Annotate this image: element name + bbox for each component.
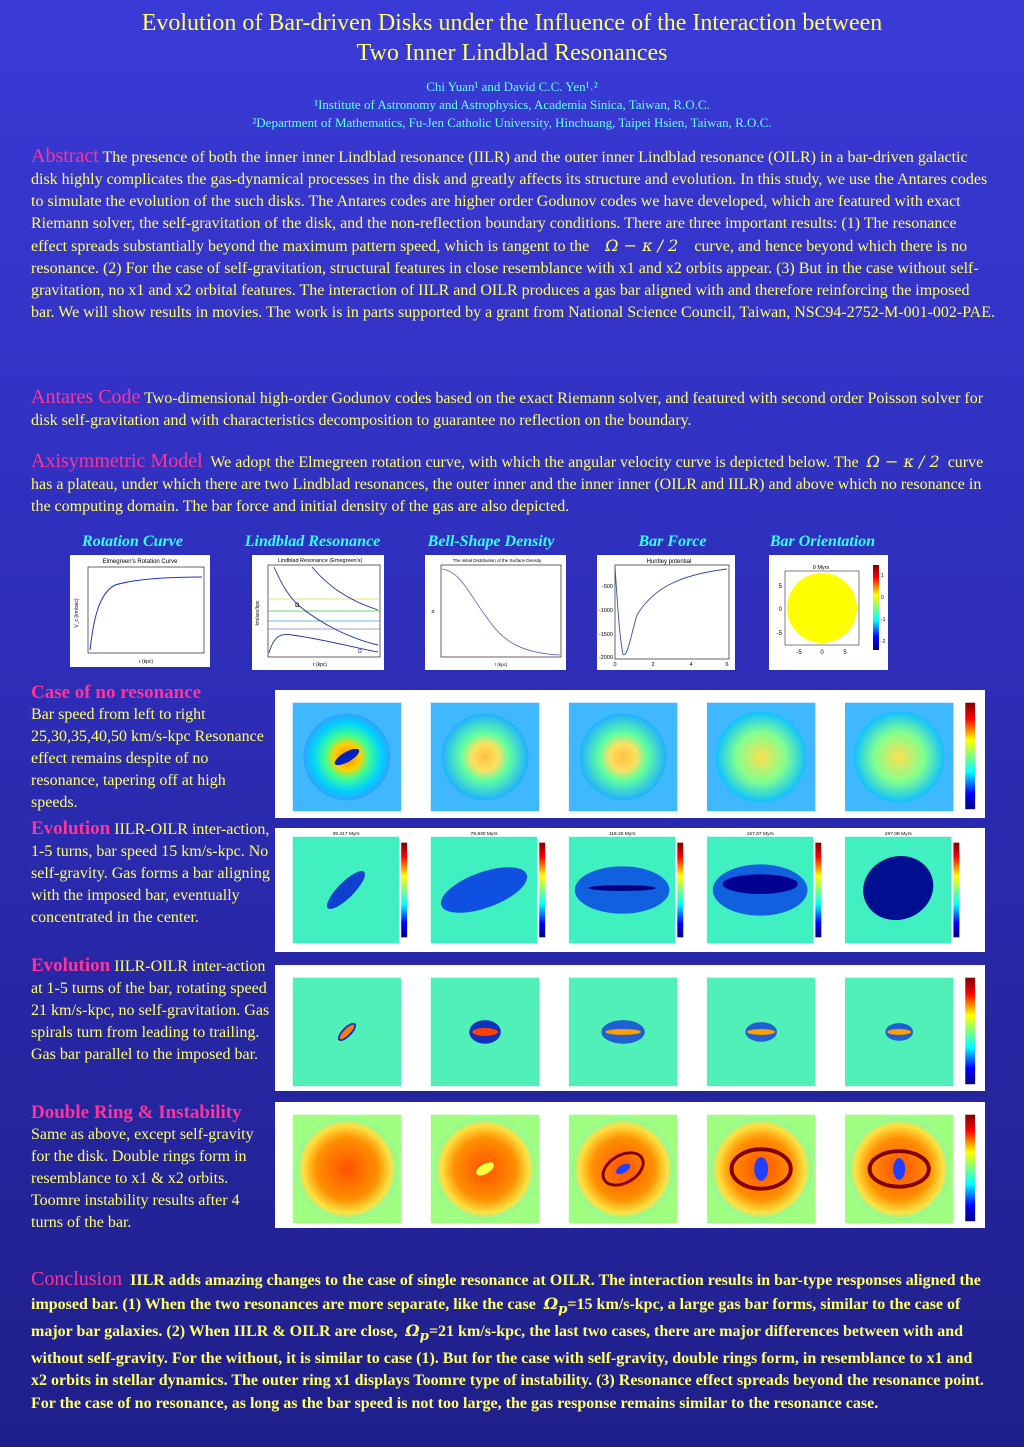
abstract-text-a: The presence of both the inner inner Lindblad resonance (IILR) and the outer inner Lindblad resonance (OILR) in a bar-driven galactic disk highly complicates the gas-dynamical processes in the disk and greatly affects its structure and evolution. In this study, we use the Antares codes to simulate the evolution of the such disks. The Antares codes are higher order Godunov codes we have developed, which are featured with exact Riemann solver, the self-gravitation of the disk, and the non-reflection boundary conditions. There are three important results: (1) The resonance effect spreads substantially beyond the maximum pattern speed, which is tangent to the [31,149,988,255]
conclusion-section [31,1268,991,1415]
conclusion-text-1: IILR adds amazing changes to the case of single resonance at OILR. The interaction results in bar-type responses aligned the imposed bar. (1) When the two resonances are more separate, like the case [31,1272,981,1313]
bar-orientation-ytick: -5 [776,631,782,637]
antares-text: Two-dimensional high-order Godunov codes based on the exact Riemann solver, and featured with second order Poisson solver for disk self-gravitation and with characteristics decomposition to guarantee no reflection on the boundary. [31,390,984,429]
rotation-curve-plot [70,555,210,667]
bar-orientation-xtick: 5 [843,650,847,656]
antares-section [31,386,996,432]
conclusion-heading: Conclusion [31,1268,123,1290]
bar-orientation-ytick: 5 [778,584,782,590]
panel-time-label: 118.25 Myrs [608,831,636,837]
disk-circle [787,573,857,643]
bar-force-xtick: 4 [689,662,693,668]
omega-curve [274,567,378,645]
colorbar-tick: 0 [881,595,884,601]
axisymmetric-text-b: curve has a plateau, under which there are two Lindblad resonances, the outer inner and the inner inner (OILR and IILR) and above which no resonance in the computing domain. The bar force and initial density of the gas are also depicted. [31,454,984,515]
bar-orientation-xtick: 0 [820,650,824,656]
double-ring-strip [275,1102,985,1228]
double-ring-heading: Double Ring & Instability [31,1102,242,1123]
rotation-curve-line [90,577,202,650]
omega-label: Ω [295,603,300,609]
title-line-1: Evolution of Bar-driven Disks under the Influence of the Interaction between [141,10,883,36]
no-resonance-section [31,682,271,814]
colorbar-tick: 1 [881,573,884,579]
bar-force-ytick: -1500 [598,632,613,638]
bar-force-xtick: 2 [651,662,655,668]
omega-kappa-formula-2: Ω − κ / 2 [866,452,940,471]
density-disk [296,1118,399,1221]
abstract-heading: Abstract [31,145,99,167]
colorbar [401,843,407,938]
rotation-xlabel: r (kpc) [138,659,154,665]
bell-shape-density-plot [425,555,566,670]
gas-bar-edge [605,1029,641,1035]
lindblad-ylabel: km/sec/kpc [255,600,261,626]
density-xlabel: r (kpc) [494,662,508,667]
evolution-21-section [31,955,271,1066]
affiliation-1: ¹Institute of Astronomy and Astrophysics, Academia Sinica, Taiwan, R.O.C. [314,97,710,112]
bar-force-xtick: 0 [613,662,617,668]
lindblad-resonance-plot [252,555,384,670]
affiliation-2: ²Department of Mathematics, Fu-Jen Catholic University, Hinchuang, Taipei Hsien, Taiwan, R.O.C. [252,115,772,130]
gas-bar-edge [472,1028,498,1036]
abstract-section [31,145,996,324]
antares-heading: Antares Code [31,386,141,408]
pattern-speed-subscript: p [558,1300,568,1317]
pattern-speed-value-1: =15 km/s-kpc, [567,1295,664,1313]
panel-time-label: 39.417 Myrs [332,831,360,837]
evolution-15-heading: Evolution [31,818,111,839]
density-ylabel: σ [431,609,435,615]
gas-bar-core [589,885,656,891]
axes-frame [615,565,729,659]
axisymmetric-text-a: We adopt the Elmegreen rotation curve, with which the angular velocity curve is depicted below. The [210,454,859,471]
figure-label-bar-orientation: Bar Orientation [769,533,876,550]
conclusion-text-3: the last two cases, there are major differences between with and without self-gravity. For the without, it is similar to case (1). But for the case with self-gravity, double rings form, in resemblance to x1 and x2 orbits in stellar dynamics. The outer ring x1 displays Toomre type of instability. (3) Resonance effect spreads beyond the resonance point. For the case of no resonance, as long as the bar speed is not too large, the gas response remains similar to the resonance case. [31,1323,984,1412]
colorbar [953,843,959,938]
omega-kappa-formula: Ω − κ / 2 [605,236,679,255]
density-plot-title: The initial Distribution of the Surface Density [452,558,542,563]
figure-label-rotation-curve: Rotation Curve [82,533,183,550]
axisymmetric-section [31,450,996,518]
gas-bar-edge [747,1029,775,1035]
axisymmetric-heading: Axisymmetric Model [31,450,203,472]
colorbar [965,703,975,810]
colorbar [539,843,545,938]
evolution-15-section [31,818,271,929]
rotation-ylabel: V_c (km/sec) [74,598,80,628]
figure-label-bell-shape-density: Bell-Shape Density [427,533,555,550]
colorbar-tick: -2 [881,639,886,645]
bar-force-ytick: -500 [601,584,613,590]
evolution-15-text: IILR-OILR inter-action, 1-5 turns, bar speed 15 km/s-kpc. No self-gravity. Gas forms a bar aligning with the imposed bar, eventually concentrated in the center. [31,821,270,926]
evolution-15-strip [275,828,985,952]
colorbar [873,565,879,650]
author-block [0,78,1024,132]
colorbar [677,843,683,938]
bar-force-ytick: -2000 [598,655,613,661]
omega-k-label: Ω [358,649,362,655]
abstract-text-b: curve, and hence beyond which there is no resonance. (2) For the case of self-gravitation, structural features in close resemblance with x1 and x2 orbits appear. (3) But in the case without self-gravitation, no x1 and x2 orbital features. The interaction of IILR and OILR produces a gas bar aligned with and therefore reinforcing the imposed bar. We will show results in movies. The work is in parts supported by a grant from National Science Council, Taiwan, NSC94-2752-M-001-002-PAE. [31,238,995,321]
double-ring-text: Same as above, except self-gravity for the disk. Double rings form in resemblance to x1 & x2 orbits. Toomre instability results after 4 turns of the bar. [31,1126,254,1231]
gas-bar-edge [887,1029,911,1035]
inner-ring [754,1157,768,1181]
density-curve [442,569,560,655]
bar-orientation-ytick: 0 [778,607,782,613]
density-disk [580,714,667,801]
no-resonance-text: Bar speed from left to right 25,30,35,40,50 km/s-kpc Resonance effect remains despite of no resonance, tapering off at high speeds. [31,706,264,811]
bar-force-xtick: 6 [725,662,729,668]
evolution-21-heading: Evolution [31,955,111,976]
bar-force-curve [615,567,727,655]
colorbar [965,1115,975,1222]
lindblad-plot-title: Lindblad Resonance (Emegreen's) [277,558,363,564]
pattern-speed-value-2: =21 km/s-kpc, [428,1323,526,1341]
colorbar [815,843,821,938]
density-disk [442,714,529,801]
bar-orientation-xtick: -5 [796,650,802,656]
density-disk [716,712,807,803]
inner-ring [893,1158,905,1180]
bar-orientation-plot [769,555,888,670]
bar-orientation-title: 0 Myrs [812,565,830,571]
poster-title [0,8,1024,68]
conclusion-text-2: a large gas bar forms, similar to the case of major bar galaxies. (2) When IILR & OILR are close, [31,1295,961,1341]
pattern-speed-symbol: Ω [405,1321,420,1341]
author-names: Chi Yuan¹ and David C.C. Yen¹˒² [426,79,598,94]
figure-label-bar-force: Bar Force [638,533,707,550]
lindblad-xlabel: r (kpc) [312,662,328,668]
bar-force-plot-title: Huntley potential [646,559,692,565]
panel-time-label: 197.08 Myrs [884,831,912,837]
double-ring-section [31,1102,271,1234]
bar-force-plot [597,555,735,670]
no-resonance-heading: Case of no resonance [31,682,202,703]
colorbar [965,978,975,1085]
pattern-speed-symbol: Ω [543,1293,559,1313]
gas-bar-core [723,874,798,894]
bar-force-ytick: -1000 [598,608,613,614]
title-line-2: Two Inner Lindblad Resonances [356,40,668,66]
omega-plus-kappa-curve [312,567,378,610]
colorbar-tick: -1 [881,617,886,623]
evolution-21-text: IILR-OILR inter-action at 1-5 turns of the bar, rotating speed 21 km/s-kpc, no self-gravitation. Gas spirals turn from leading to trailing. Gas bar parallel to the imposed bar. [31,958,270,1063]
density-disk [854,712,945,803]
figure-label-lindblad-resonance: Lindblad Resonance [244,533,381,550]
pattern-speed-subscript: p [419,1328,429,1345]
panel-time-label: 78.830 Myrs [470,831,498,837]
evolution-21-strip [275,965,985,1091]
rotation-plot-title: Elmegreen's Rotation Curve [102,559,178,565]
panel-time-label: 157.67 Myrs [746,831,774,837]
no-resonance-strip [275,690,985,818]
